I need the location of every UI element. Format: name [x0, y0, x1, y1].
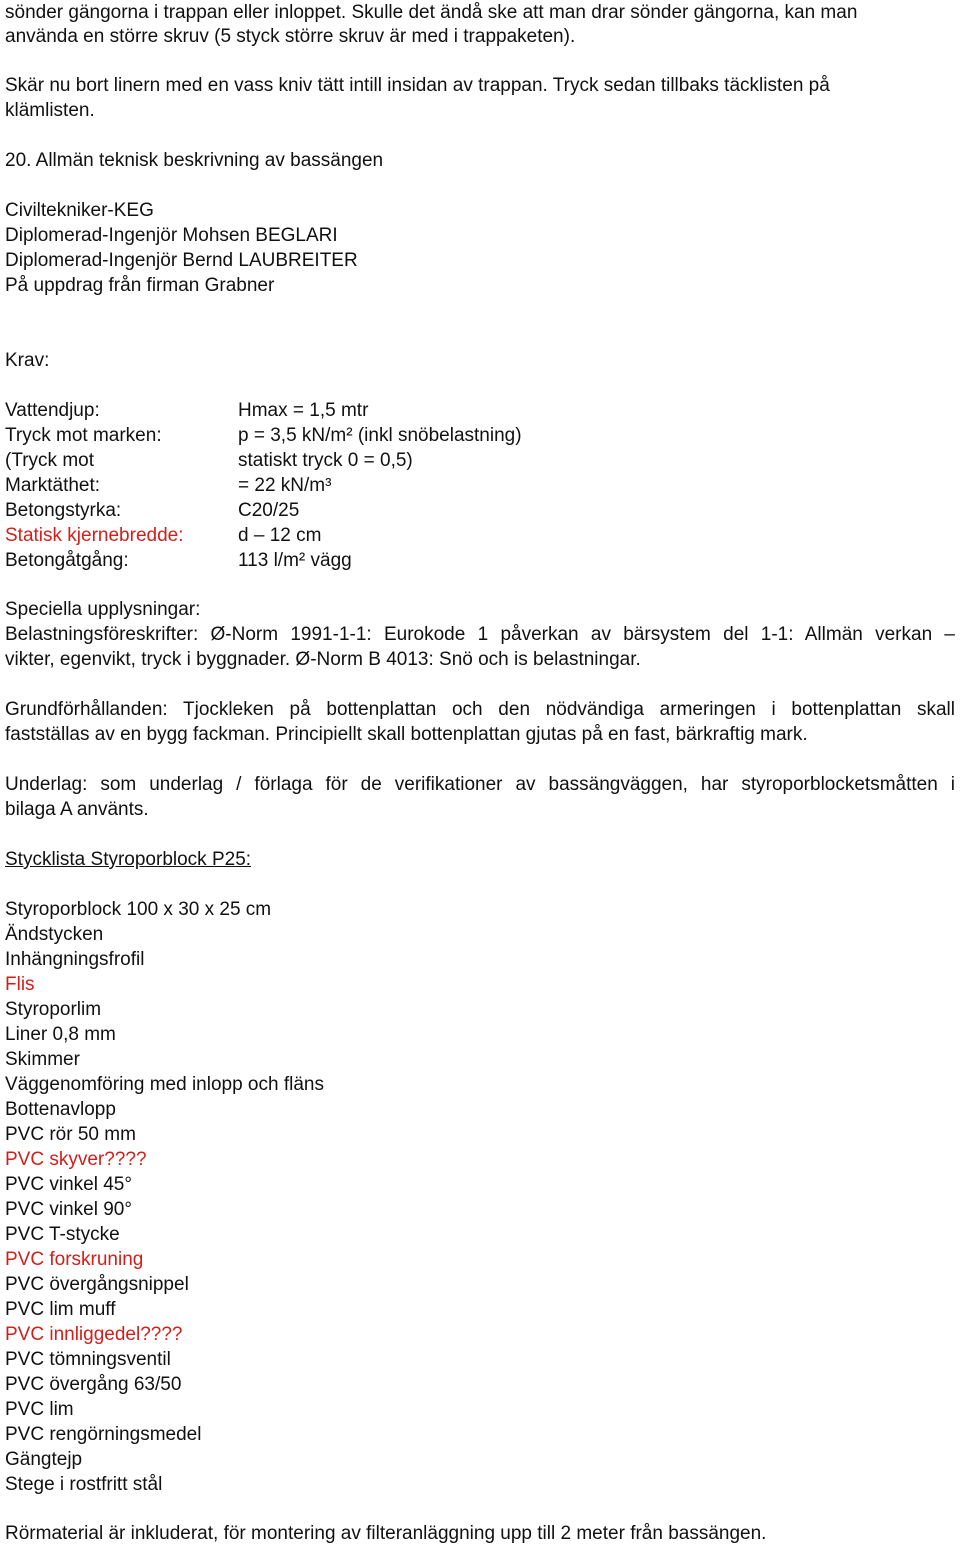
- intro-line-4: klämlisten.: [5, 100, 95, 121]
- belastning-line-2: vikter, egenvikt, tryck i byggnader. Ø-Norm B 4013: Snö och is belastningar.: [5, 649, 641, 670]
- list-item: Bottenavlopp: [5, 1099, 116, 1120]
- intro-line-2: använda en större skruv (5 styck större skruv är med i trappaketen).: [5, 26, 576, 47]
- list-item: PVC lim: [5, 1399, 74, 1420]
- list-item: PVC innliggedel????: [5, 1324, 183, 1345]
- list-item: Väggenomföring med inlopp och fläns: [5, 1074, 324, 1095]
- list-item: PVC rengörningsmedel: [5, 1424, 202, 1445]
- speciella-title: Speciella upplysningar:: [5, 599, 201, 620]
- krav-label: Statisk kjernebredde:: [5, 525, 184, 546]
- author-line: På uppdrag från firman Grabner: [5, 275, 275, 296]
- underlag-line-1: Underlag: som underlag / förlaga för de verifikationer av bassängväggen, har styroporblocketsmåtten i: [5, 774, 955, 795]
- underlag-line-2: bilaga A använts.: [5, 799, 149, 820]
- list-item: Stege i rostfritt stål: [5, 1474, 163, 1495]
- krav-value: Hmax = 1,5 mtr: [238, 400, 369, 421]
- list-item: Styroporblock 100 x 30 x 25 cm: [5, 899, 272, 920]
- krav-value: C20/25: [238, 500, 300, 521]
- intro-line-1: sönder gängorna i trappan eller inloppet. Skulle det ändå ske att man drar sönder gängorna, kan man: [5, 2, 858, 23]
- list-item: PVC tömningsventil: [5, 1349, 171, 1370]
- footer-note: Rörmaterial är inkluderat, för montering av filteranläggning upp till 2 meter från bassängen.: [5, 1523, 767, 1544]
- list-item: PVC rör 50 mm: [5, 1124, 136, 1145]
- krav-label: Betongstyrka:: [5, 500, 122, 521]
- list-item: Styroporlim: [5, 999, 102, 1020]
- list-item: PVC vinkel 90°: [5, 1199, 132, 1220]
- krav-value: 113 l/m² vägg: [238, 550, 352, 571]
- list-item: PVC T-stycke: [5, 1224, 120, 1245]
- krav-value: = 22 kN/m³: [238, 475, 332, 496]
- list-item: Liner 0,8 mm: [5, 1024, 116, 1045]
- krav-value: p = 3,5 kN/m² (inkl snöbelastning): [238, 425, 522, 446]
- list-item: Inhängningsfrofil: [5, 949, 145, 970]
- krav-title: Krav:: [5, 350, 50, 371]
- krav-label: Tryck mot marken:: [5, 425, 162, 446]
- list-item: Ändstycken: [5, 924, 104, 945]
- list-item: Gängtejp: [5, 1449, 83, 1470]
- author-line: Diplomerad-Ingenjör Mohsen BEGLARI: [5, 225, 338, 246]
- krav-label: Vattendjup:: [5, 400, 100, 421]
- list-item: Flis: [5, 974, 35, 995]
- author-line: Diplomerad-Ingenjör Bernd LAUBREITER: [5, 250, 358, 271]
- stycklista-title: Stycklista Styroporblock P25:: [5, 849, 252, 870]
- grund-line-1: Grundförhållanden: Tjockleken på bottenplattan och den nödvändiga armeringen i bottenplattan skall: [5, 699, 955, 720]
- section-heading: 20. Allmän teknisk beskrivning av bassängen: [5, 150, 384, 171]
- intro-line-3: Skär nu bort linern med en vass kniv tätt intill insidan av trappan. Tryck sedan tillbaks täcklisten på: [5, 75, 830, 96]
- author-line: Civiltekniker-KEG: [5, 200, 154, 221]
- list-item: PVC lim muff: [5, 1299, 116, 1320]
- krav-label: (Tryck mot: [5, 450, 95, 471]
- list-item: PVC forskruning: [5, 1249, 144, 1270]
- list-item: PVC skyver????: [5, 1149, 147, 1170]
- list-item: PVC övergång 63/50: [5, 1374, 182, 1395]
- grund-line-2: fastställas av en bygg fackman. Principiellt skall bottenplattan gjutas på en fast, bärkraftig mark.: [5, 724, 808, 745]
- list-item: PVC övergångsnippel: [5, 1274, 189, 1295]
- krav-label: Betongåtgång:: [5, 550, 129, 571]
- krav-label: Marktäthet:: [5, 475, 101, 496]
- krav-value: statiskt tryck 0 = 0,5): [238, 450, 413, 471]
- belastning-line-1: Belastningsföreskrifter: Ø-Norm 1991-1-1: Eurokode 1 påverkan av bärsystem del 1-1: Allmän verkan –: [5, 624, 955, 645]
- list-item: Skimmer: [5, 1049, 80, 1070]
- krav-value: d – 12 cm: [238, 525, 322, 546]
- list-item: PVC vinkel 45°: [5, 1174, 132, 1195]
